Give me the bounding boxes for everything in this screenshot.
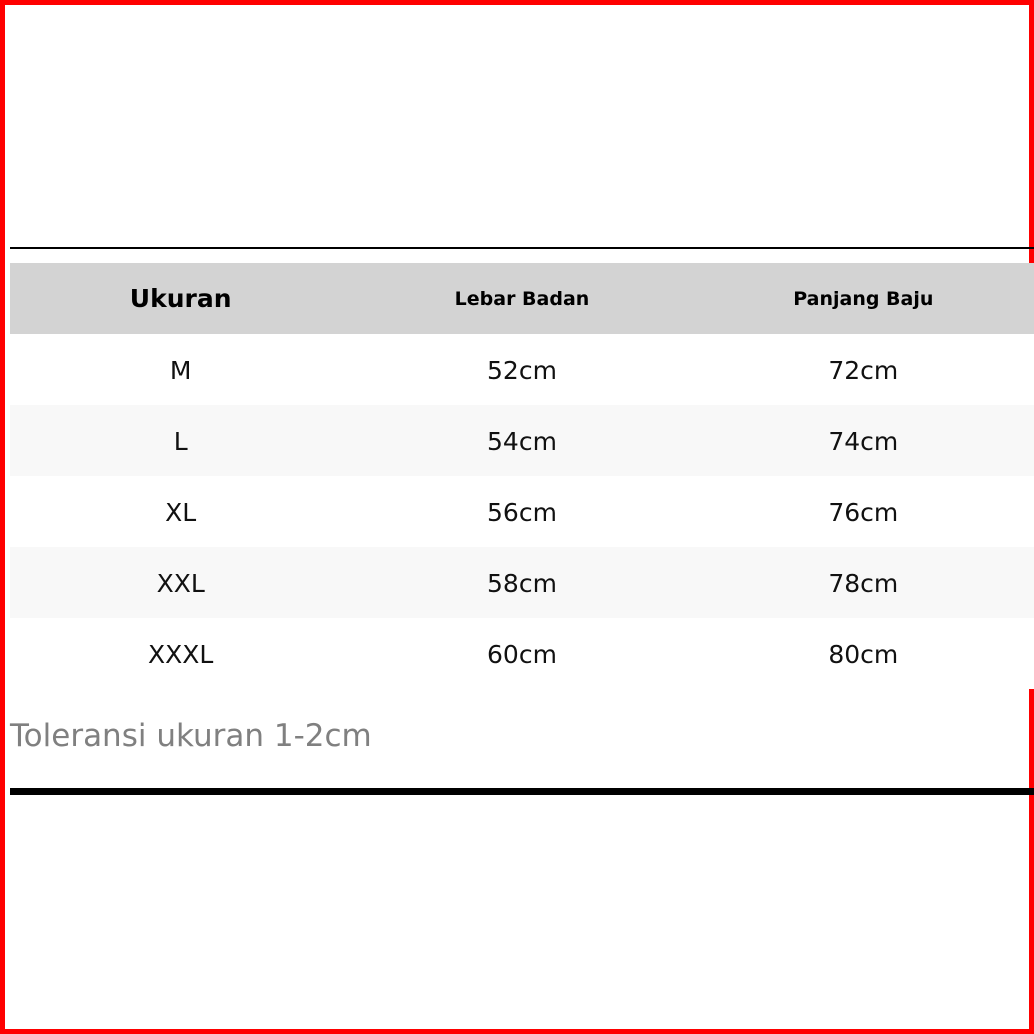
shirt-length-cell: 76cm — [828, 498, 899, 527]
body-width-cell: 58cm — [487, 569, 557, 598]
size-chart-table — [10, 263, 1034, 689]
table-row — [10, 476, 1034, 547]
size-cell: L — [173, 427, 188, 456]
size-cell: M — [169, 356, 192, 385]
body-width-cell: 56cm — [487, 498, 557, 527]
shirt-length-cell: 74cm — [828, 427, 899, 456]
table-row — [10, 405, 1034, 476]
shirt-length-cell: 80cm — [828, 640, 899, 669]
header-shirt-length: Panjang Baju — [793, 287, 934, 310]
size-tolerance-note: Toleransi ukuran 1-2cm — [10, 718, 372, 754]
table-row — [10, 547, 1034, 618]
table-row — [10, 334, 1034, 405]
table-row — [10, 618, 1034, 689]
body-width-cell: 52cm — [487, 356, 557, 385]
size-cell: XXL — [156, 569, 205, 598]
header-size: Ukuran — [129, 284, 232, 313]
bottom-divider — [10, 788, 1034, 795]
table-header-row — [10, 263, 1034, 334]
body-width-cell: 54cm — [487, 427, 557, 456]
top-divider — [10, 247, 1034, 249]
header-body-width: Lebar Badan — [454, 287, 590, 310]
body-width-cell: 60cm — [487, 640, 557, 669]
size-cell: XXXL — [148, 640, 214, 669]
size-cell: XL — [165, 498, 197, 527]
shirt-length-cell: 72cm — [828, 356, 899, 385]
shirt-length-cell: 78cm — [828, 569, 899, 598]
